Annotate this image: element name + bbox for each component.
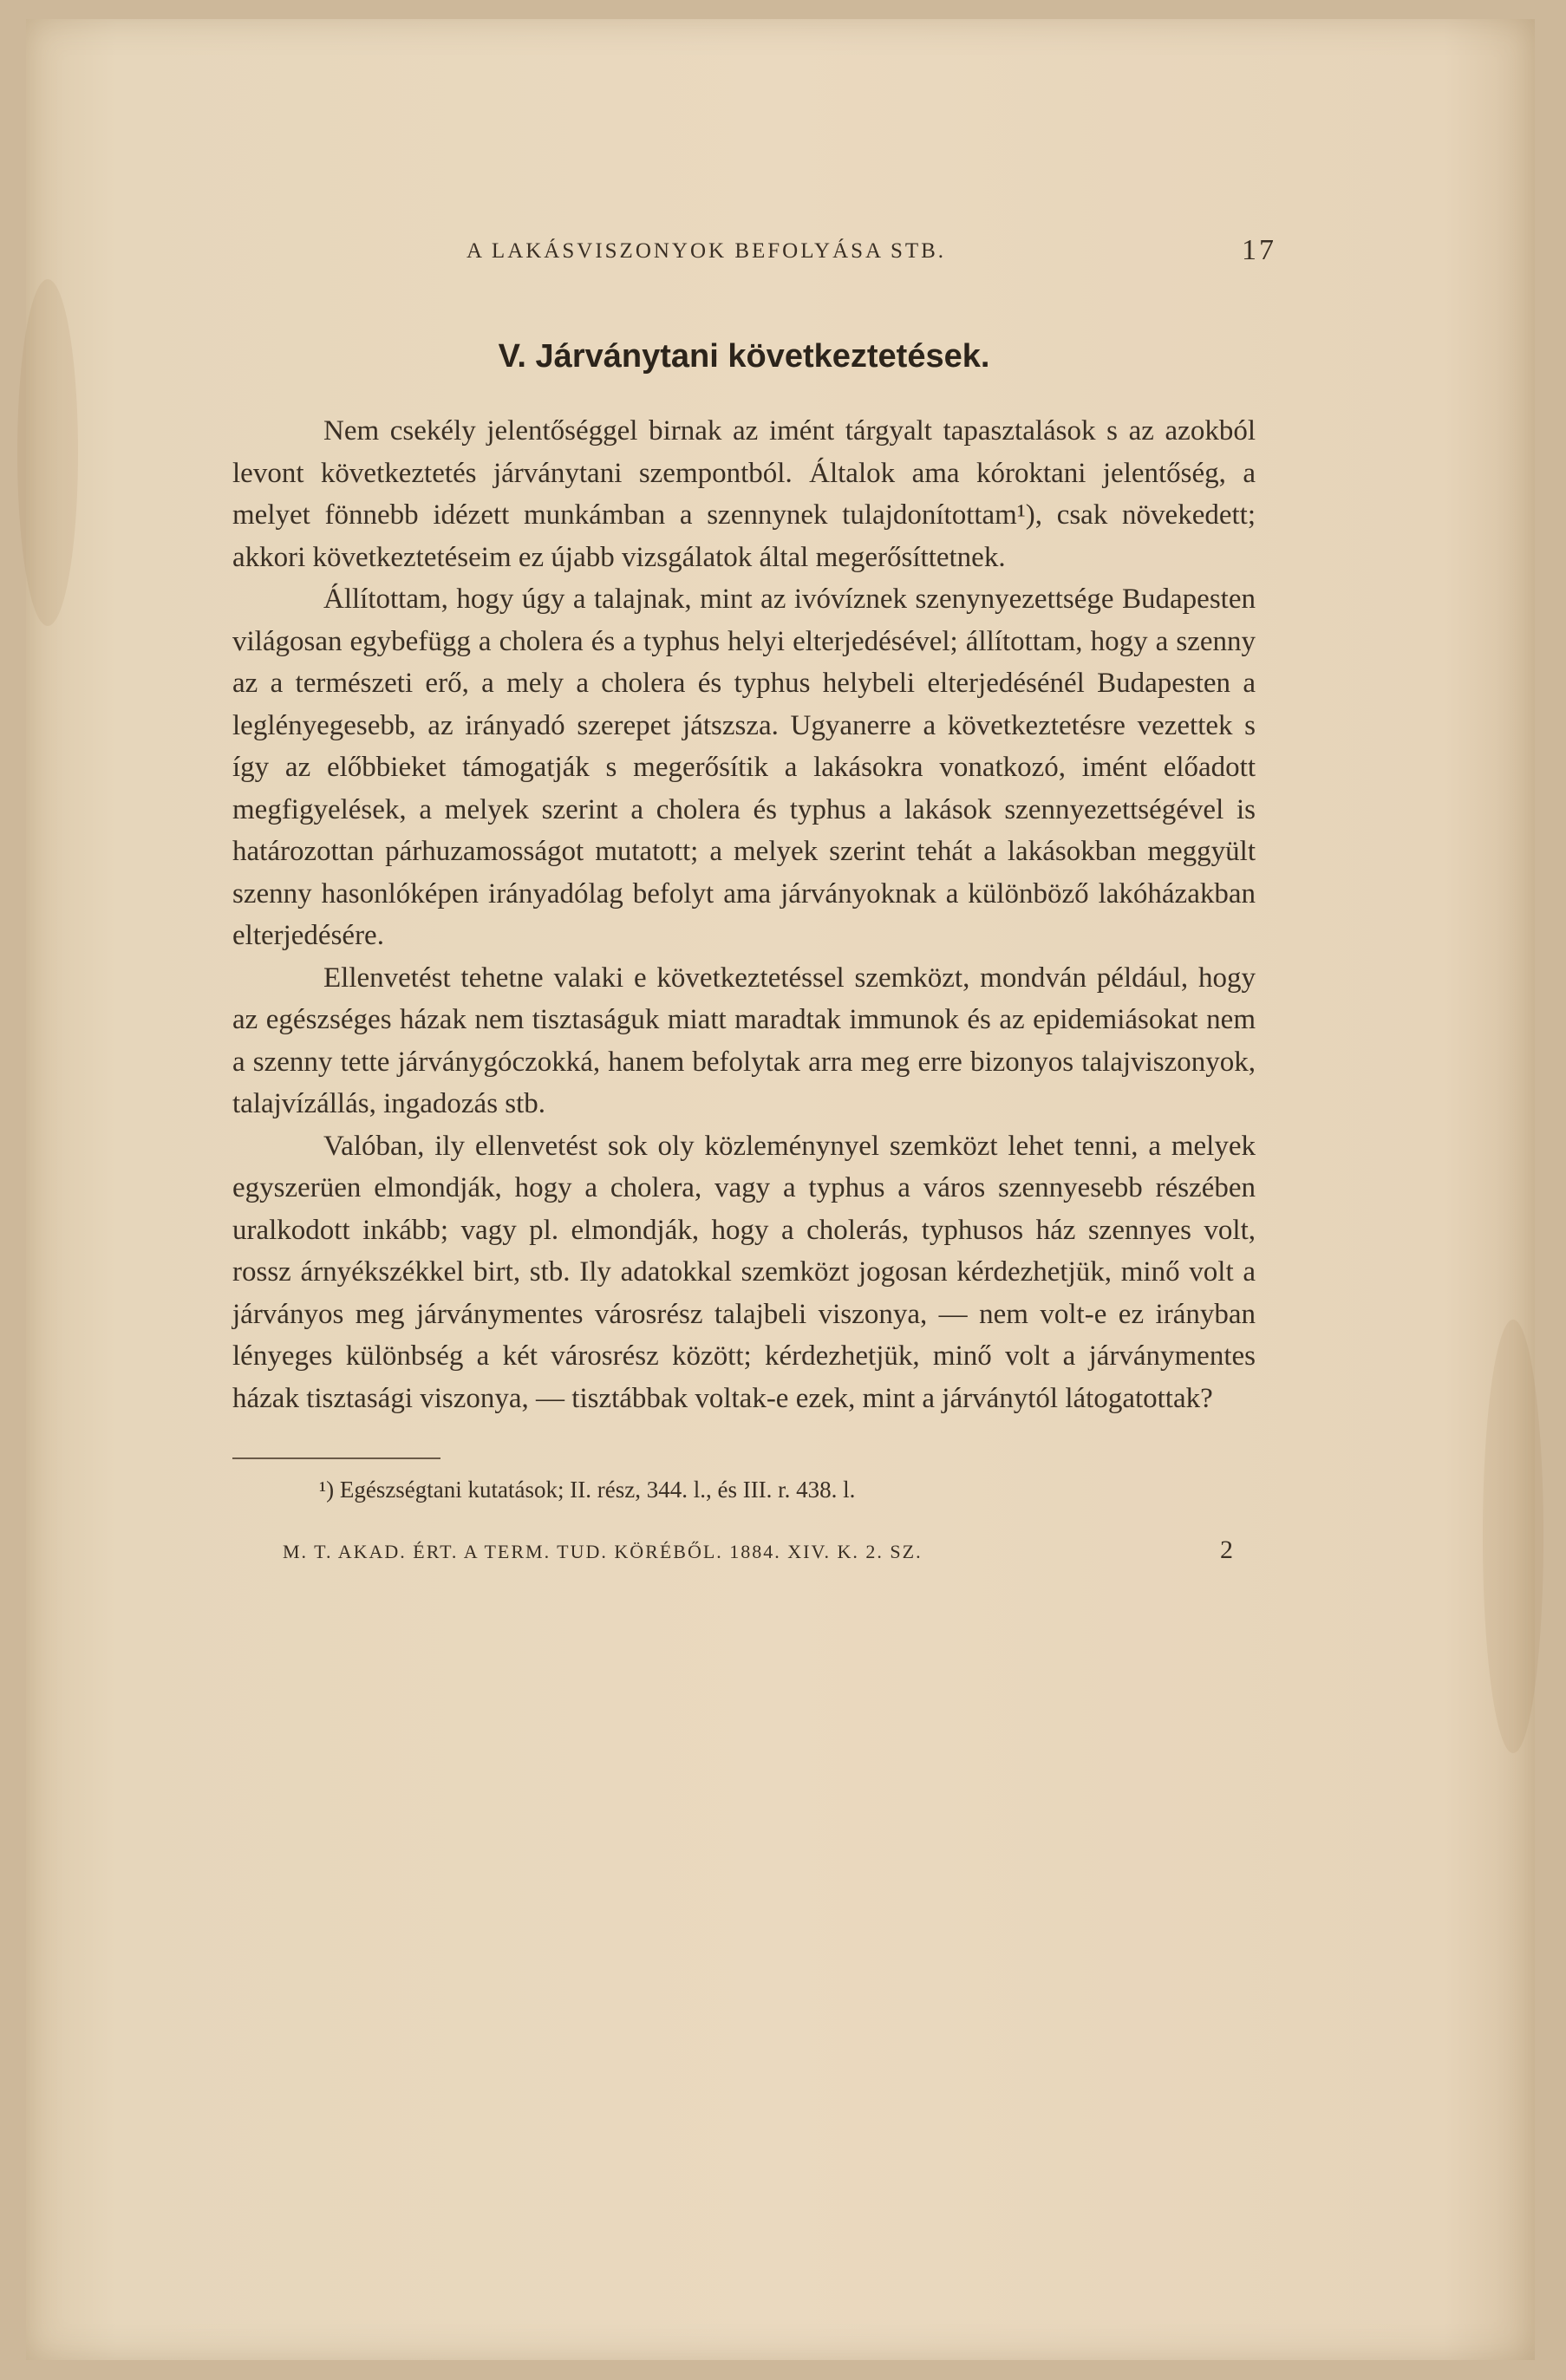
footnote: ¹) Egészségtani kutatások; II. rész, 344. l., és III. r. 438. l. (319, 1477, 856, 1503)
paragraph: Nem csekély jelentőséggel birnak az imént tárgyalt tapasztalások s az azokból levont következtetés járványtani szempontból. Általok ama kóroktani jelentőség, a melyet fönnebb idézett munkámban a szennynek tulajdonítottam¹), csak növekedett; akkori következtetéseim ez újabb vizsgálatok által megerősíttetnek. (232, 415, 1256, 573)
running-head-title: A LAKÁSVISZONYOK BEFOLYÁSA STB. (467, 239, 947, 263)
edge-stain (17, 279, 78, 626)
paragraph: Állítottam, hogy úgy a talajnak, mint az ivóvíznek szenynyezettsége Budapesten világosan egybefügg a cholera és a typhus helyi elterjedésével; állítottam, hogy a szenny az a természeti erő, a mely a cholera és typhus helybeli elterjedésénél Budapesten a leglényegesebb, az irányadó szerepet játszsza. Ugyanerre a következtetésre vezettek s így az előbbieket támogatják s megerősítik a lakásokra vonatkozó, imént előadott megfigyelések, a melyek szerint a cholera és typhus a lakások szennyezettségével is határozottan párhuzamosságot mutatott; a melyek szerint tehát a lakásokban meggyült szenny hasonlóképen irányadólag befolyt ama járványoknak a különböző lakóházakban elterjedésére. (232, 584, 1256, 951)
page-number: 17 (1242, 234, 1276, 266)
signature-text: M. T. AKAD. ÉRT. A TERM. TUD. KÖRÉBŐL. 1884. XIV. K. 2. SZ. (283, 1541, 923, 1562)
footnote-divider (232, 1457, 440, 1459)
page-content (232, 218, 1276, 1575)
page-sheet (26, 19, 1535, 2360)
running-head (232, 218, 1276, 271)
signature-number: 2 (1220, 1536, 1235, 1564)
paragraph: Valóban, ily ellenvetést sok oly közleménynyel szemközt lehet tenni, a melyek egyszerüen elmondják, hogy a cholera, vagy a typhus a város szennyesebb részében uralkodott inkább; vagy pl. elmondják, hogy a cholerás, typhusos ház szennyes volt, rossz árnyékszékkel birt, stb. Ily adatokkal szemközt jogosan kérdezhetjük, minő volt a járványos meg járványmentes városrész talajbeli viszonya, — nem volt-e ez irányban lényeges különbség a két városrész között; kérdezhetjük, minő volt a járványmentes házak tisztasági viszonya, — tisztábbak voltak-e ezek, mint a járványtól látogatottak? (232, 1130, 1256, 1414)
paragraph: Ellenvetést tehetne valaki e következtetéssel szemközt, mondván például, hogy az egészséges házak nem tisztaságuk miatt maradtak immunok és az epidemiásokat nem a szenny tette járványgóczokká, hanem befolytak arra meg erre bizonyos talajviszonyok, talajvízállás, ingadozás stb. (232, 962, 1256, 1119)
signature-line (232, 1536, 1256, 1575)
section-title: V. Járványtani következtetések. (498, 338, 990, 375)
edge-stain (1483, 1320, 1543, 1753)
